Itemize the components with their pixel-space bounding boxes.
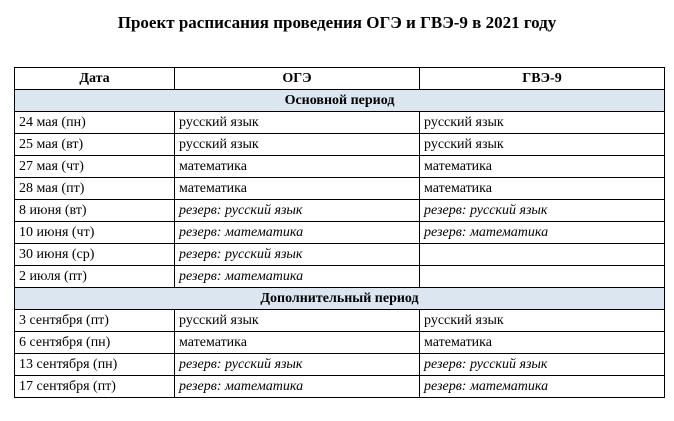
cell-gve: математика — [420, 332, 665, 354]
cell-date: 13 сентября (пн) — [15, 354, 175, 376]
table-row — [15, 266, 665, 288]
cell-gve: резерв: математика — [420, 376, 665, 398]
cell-oge: русский язык — [175, 112, 420, 134]
table-row — [15, 112, 665, 134]
cell-gve: русский язык — [420, 112, 665, 134]
cell-gve: математика — [420, 178, 665, 200]
page-title: Проект расписания проведения ОГЭ и ГВЭ-9 в 2021 году — [117, 13, 557, 32]
table-row — [15, 178, 665, 200]
table-row — [15, 354, 665, 376]
cell-oge: резерв: русский язык — [175, 200, 420, 222]
schedule-table — [14, 67, 665, 398]
cell-gve: русский язык — [420, 310, 665, 332]
cell-date: 3 сентября (пт) — [15, 310, 175, 332]
cell-oge: русский язык — [175, 134, 420, 156]
table-row — [15, 310, 665, 332]
cell-date: 2 июля (пт) — [15, 266, 175, 288]
cell-gve — [420, 244, 665, 266]
cell-gve — [420, 266, 665, 288]
cell-date: 28 мая (пт) — [15, 178, 175, 200]
cell-oge: резерв: математика — [175, 222, 420, 244]
section-title: Дополнительный период — [15, 288, 665, 310]
column-header-gve: ГВЭ-9 — [420, 68, 665, 90]
cell-date: 10 июня (чт) — [15, 222, 175, 244]
cell-oge: математика — [175, 178, 420, 200]
table-row — [15, 134, 665, 156]
cell-date: 30 июня (ср) — [15, 244, 175, 266]
cell-date: 6 сентября (пн) — [15, 332, 175, 354]
section-row — [15, 288, 665, 310]
table-row — [15, 332, 665, 354]
cell-oge: резерв: математика — [175, 376, 420, 398]
cell-date: 27 мая (чт) — [15, 156, 175, 178]
cell-date: 17 сентября (пт) — [15, 376, 175, 398]
cell-oge: русский язык — [175, 310, 420, 332]
schedule-body — [15, 90, 665, 398]
cell-oge: математика — [175, 332, 420, 354]
cell-oge: резерв: русский язык — [175, 244, 420, 266]
cell-date: 24 мая (пн) — [15, 112, 175, 134]
table-row — [15, 376, 665, 398]
table-row — [15, 156, 665, 178]
cell-gve: резерв: русский язык — [420, 200, 665, 222]
column-header-oge: ОГЭ — [175, 68, 420, 90]
cell-date: 8 июня (вт) — [15, 200, 175, 222]
cell-date: 25 мая (вт) — [15, 134, 175, 156]
cell-gve: резерв: русский язык — [420, 354, 665, 376]
table-row — [15, 244, 665, 266]
section-row — [15, 90, 665, 112]
cell-oge: резерв: математика — [175, 266, 420, 288]
cell-gve: русский язык — [420, 134, 665, 156]
cell-oge: математика — [175, 156, 420, 178]
header-row — [15, 68, 665, 90]
table-row — [15, 200, 665, 222]
column-header-date: Дата — [15, 68, 175, 90]
cell-gve: резерв: математика — [420, 222, 665, 244]
cell-oge: резерв: русский язык — [175, 354, 420, 376]
section-title: Основной период — [15, 90, 665, 112]
cell-gve: математика — [420, 156, 665, 178]
table-row — [15, 222, 665, 244]
